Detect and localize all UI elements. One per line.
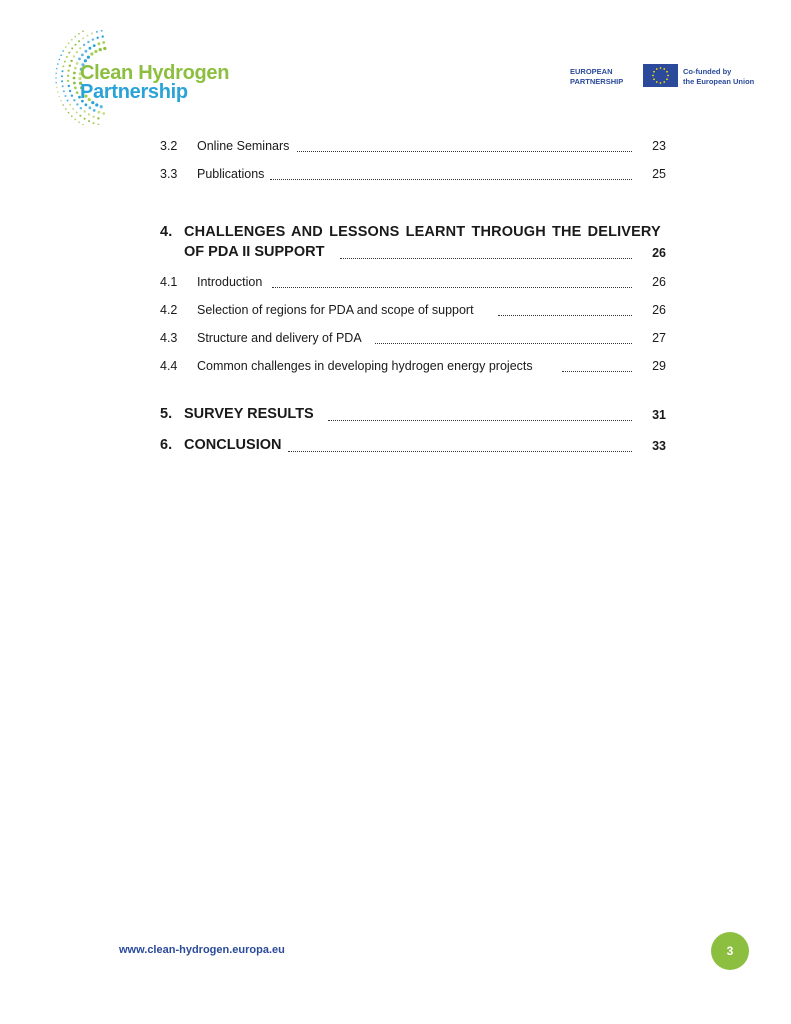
- toc-page: 26: [652, 303, 666, 317]
- eu-line1: Co-funded by: [683, 67, 732, 76]
- toc-label-continued: OF PDA II SUPPORT: [184, 244, 325, 260]
- toc-heading-4-line1: [160, 224, 684, 240]
- toc-page: 25: [652, 167, 666, 181]
- toc-label: Common challenges in developing hydrogen energy projects: [197, 359, 533, 373]
- toc-number: 4.2: [160, 303, 178, 317]
- toc-page: 27: [652, 331, 666, 345]
- eu-line2: the European Union: [683, 76, 755, 86]
- toc-number: 6.: [160, 437, 173, 453]
- toc-label: Publications: [197, 167, 265, 181]
- toc-label: Structure and delivery of PDA: [197, 331, 362, 345]
- toc-label: Online Seminars: [197, 139, 290, 153]
- leader-dots: [328, 420, 632, 421]
- leader-dots: [562, 371, 632, 372]
- ep-line1: EUROPEAN: [570, 67, 613, 76]
- leader-dots: [375, 343, 632, 344]
- toc-page: 23: [652, 139, 666, 153]
- european-partnership-label: [570, 67, 623, 86]
- toc-number: 3.2: [160, 139, 178, 153]
- leader-dots: [297, 151, 632, 152]
- page-number-badge: 3: [711, 932, 749, 970]
- ep-line2: PARTNERSHIP: [570, 76, 624, 86]
- leader-dots: [288, 451, 632, 452]
- toc-label: SURVEY RESULTS: [184, 406, 314, 422]
- toc-page: 29: [652, 359, 666, 373]
- toc-number: 4.3: [160, 331, 178, 345]
- toc-number: 4.4: [160, 359, 178, 373]
- toc-page: 33: [652, 439, 666, 453]
- footer-website-link[interactable]: www.clean-hydrogen.europa.eu: [119, 944, 285, 956]
- leader-dots: [498, 315, 632, 316]
- leader-dots: [270, 179, 632, 180]
- toc-page: 31: [652, 408, 666, 422]
- toc-label: CHALLENGES AND LESSONS LEARNT THROUGH THE DELIVERY: [184, 224, 661, 240]
- toc-number: 4.: [160, 224, 173, 240]
- toc-page: 26: [652, 246, 666, 260]
- logo-title-line2: Partnership: [80, 81, 188, 103]
- toc-number: 3.3: [160, 167, 178, 181]
- toc-page: 26: [652, 275, 666, 289]
- leader-dots: [340, 258, 632, 259]
- eu-cofunded-label: [683, 67, 754, 86]
- toc-label: CONCLUSION: [184, 437, 282, 453]
- logo-title-line1: Clean Hydrogen: [80, 62, 230, 84]
- eu-flag-icon: [643, 64, 678, 87]
- toc-label: Selection of regions for PDA and scope of support: [197, 303, 474, 317]
- toc-number: 4.1: [160, 275, 178, 289]
- leader-dots: [272, 287, 632, 288]
- toc-number: 5.: [160, 406, 173, 422]
- toc-label: Introduction: [197, 275, 263, 289]
